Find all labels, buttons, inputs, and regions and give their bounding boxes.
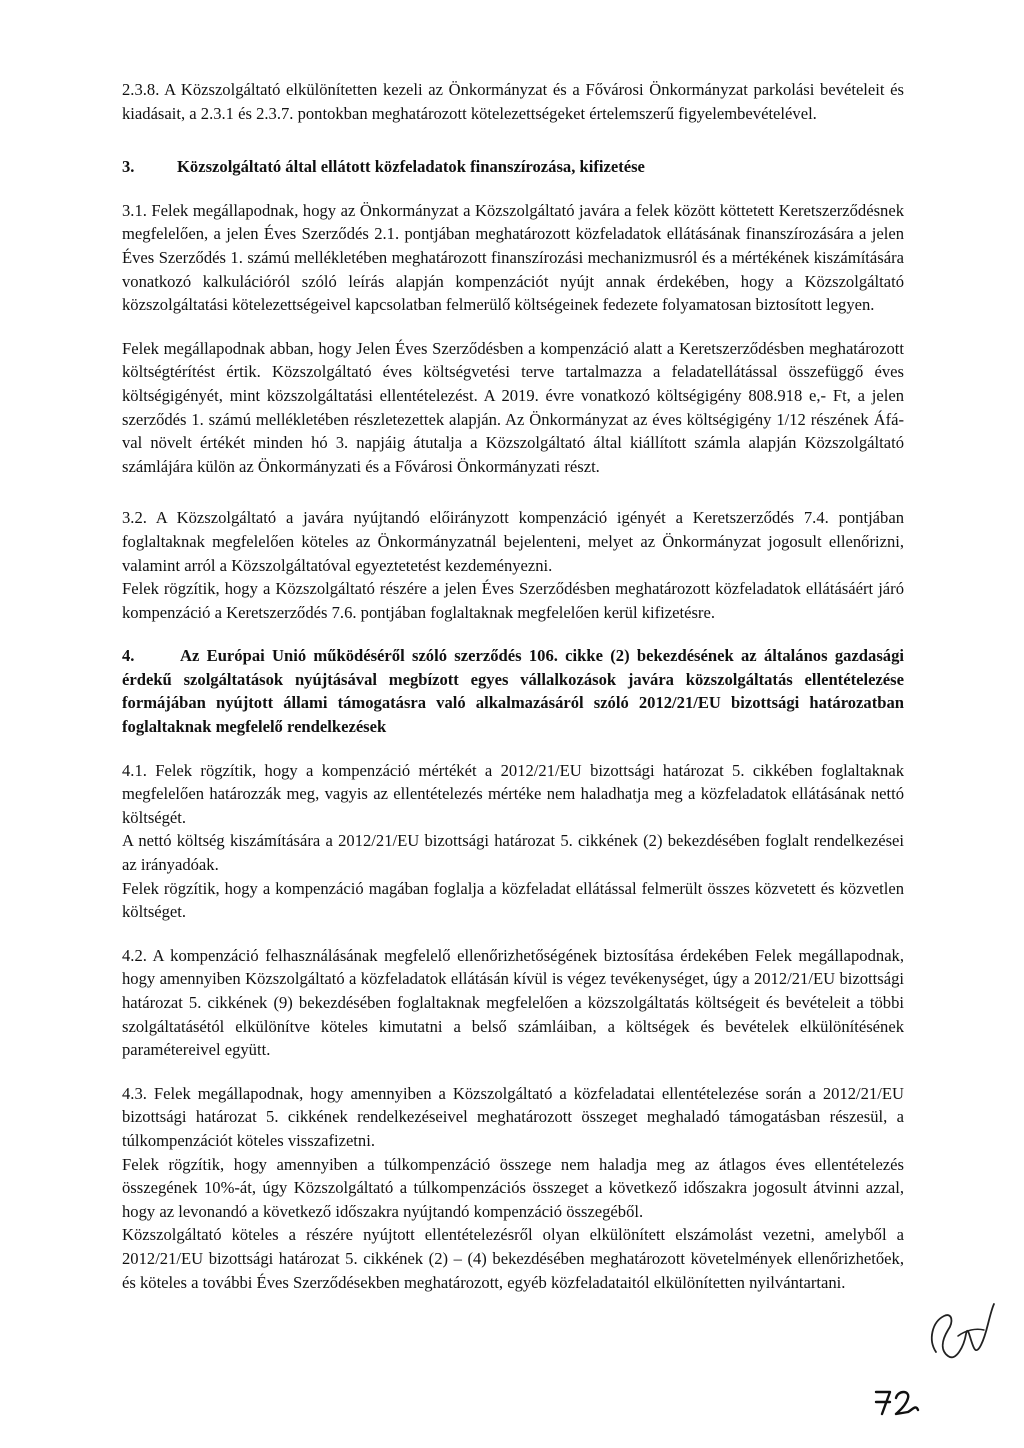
page-number: [868, 1384, 928, 1420]
paragraph-3-2: 3.2. A Közszolgáltató a javára nyújtandó előirányzott kompenzáció igényét a Keretszerződés 7.4. pontjában foglaltaknak megfelelően köteles az Önkormányzatnál bejelenteni, melyet az Önkormányzat jogosult ellenőrizni, valamint arról a Közszolgáltatóval egyeztetetést kezdeményezni.: [122, 508, 904, 575]
paragraph-3-1: 3.1. Felek megállapodnak, hogy az Önkormányzat a Közszolgáltató javára a felek között köttetett Keretszerződésnek megfelelően, a jelen Éves Szerződés 2.1. pontjában meghatározott közfeladatok ellátásának finanszírozására a jelen Éves Szerződés 1. számú mellékletében meghatározott finanszírozási mechanizmusról és a mértékének kiszámítására vonatkozó kalkulációról szóló leírás alapján kompenzációt nyújt annak érdekében, hogy a Közszolgáltató közszolgáltatási kötelezettségeivel kapcsolatban felmerülő költségeinek fedezete folyamatosan biztosított legyen.: [122, 200, 904, 315]
paragraph-4-3-c: Közszolgáltató köteles a részére nyújtott ellentételezésről olyan elkülönített elszámolást vezetni, amelyből a 2012/21/EU bizottsági határozat 5. cikkének (2) – (4) bekezdésében meghatározott követelmények ellenőrizhetőek, és köteles a további Éves Szerződésekben meghatározott, egyéb közfeladataitól elkülönítetten nyilvántartani.: [122, 1225, 904, 1292]
paragraph-4-1-c: Felek rögzítik, hogy a kompenzáció magában foglalja a közfeladat ellátással felmerült összes közvetett és közvetlen költséget.: [122, 878, 904, 922]
handwritten-signature: [918, 1300, 1008, 1370]
paragraph-4-3-b: Felek rögzítik, hogy amennyiben a túlkompenzáció összege nem haladja meg az átlagos éves ellentételezés összegének 10%-át, úgy Közszolgáltató a túlkompenzációs összeget a következő időszakra jogosult átvinni azzal, hogy az levonandó a következő időszakra nyújtandó kompenzáció összegéből.: [122, 1154, 904, 1221]
paragraph-4-3: 4.3. Felek megállapodnak, hogy amennyiben a Közszolgáltató a közfeladatai ellentételezése során a 2012/21/EU bizottsági határozat 5. cikkének rendelkezéseivel meghatározott összeget meghaladó támogatásban részesül, a túlkompenzációt köteles visszafizetni.: [122, 1083, 904, 1150]
document-body: [122, 78, 904, 1294]
paragraph-4-2: 4.2. A kompenzáció felhasználásának megfelelő ellenőrizhetőségének biztosítása érdekében Felek megállapodnak, hogy amennyiben Közszolgáltató a közfeladatok ellátásán kívül is végez tevékenységet, úgy a 2012/21/EU bizottsági határozat 5. cikkének (9) bekezdésében foglaltaknak megfelelően a közszolgáltatás költségeit és bevételeit a többi szolgáltatásétól elkülönítve köteles kimutatni a belső számláiban, a költségek és bevételek elkülönítésének paramétereivel együtt.: [122, 945, 904, 1060]
section-3-heading: [122, 155, 904, 179]
paragraph-2-3-8: 2.3.8. A Közszolgáltató elkülönítetten kezeli az Önkormányzat és a Fővárosi Önkormányzat parkolási bevételeit és kiadásait, a 2.3.1 és 2.3.7. pontokban meghatározott kötelezettségeket értelemszerű figyelembevételével.: [122, 80, 904, 123]
section-4-heading: [122, 644, 904, 738]
paragraph-3-1-b: Felek megállapodnak abban, hogy Jelen Éves Szerződésben a kompenzáció alatt a Keretszerződésben meghatározott költségtérítést értik. Közszolgáltató éves költségvetési terve tartalmazza a feladatellátással összefüggő éves költségigényét, mint közszolgáltatási ellentételezést. A 2019. évre vonatkozó költségigény 808.918 e,- Ft, a jelen szerződés 1. számú mellékletében részletezettek alapján. Az Önkormányzat az éves költségigény 1/12 részének Áfá-val növelt értékét minden hó 3. napjáig átutalja a Közszolgáltató által kiállított számla alapján Közszolgáltató számlájára külön az Önkormányzati és a Fővárosi Önkormányzati részt.: [122, 338, 904, 476]
paragraph-4-1-b: A nettó költség kiszámítására a 2012/21/EU bizottsági határozat 5. cikkének (2) bekezdésében foglalt rendelkezései az irányadóak.: [122, 831, 904, 875]
section-3-title: Közszolgáltató által ellátott közfeladatok finanszírozása, kifizetése: [177, 157, 645, 177]
section-4-number: 4.: [122, 646, 135, 666]
paragraph-3-2-b: Felek rögzítik, hogy a Közszolgáltató részére a jelen Éves Szerződésben meghatározott közfeladatok ellátásáért járó kompenzáció a Keretszerződés 7.6. pontjában foglaltaknak megfelelően kerül kifizetésre.: [122, 579, 904, 622]
section-3-number: 3.: [122, 157, 135, 177]
paragraph-4-1: 4.1. Felek rögzítik, hogy a kompenzáció mértékét a 2012/21/EU bizottsági határozat 5. cikkében foglaltaknak megfelelően határozzák meg, vagyis az ellentételezés mértéke nem haladhatja meg a közfeladatok ellátásának nettó költségét.: [122, 760, 904, 827]
section-4-title: Az Európai Unió működéséről szóló szerződés 106. cikke (2) bekezdésének az általános gazdasági érdekű szolgáltatások nyújtásával megbízott egyes vállalkozások javára közszolgáltatás ellentételezése formájában nyújtott állami támogatásra való alkalmazásáról szóló 2012/21/EU bizottsági határozatban foglaltaknak megfelelő rendelkezések: [122, 646, 904, 737]
